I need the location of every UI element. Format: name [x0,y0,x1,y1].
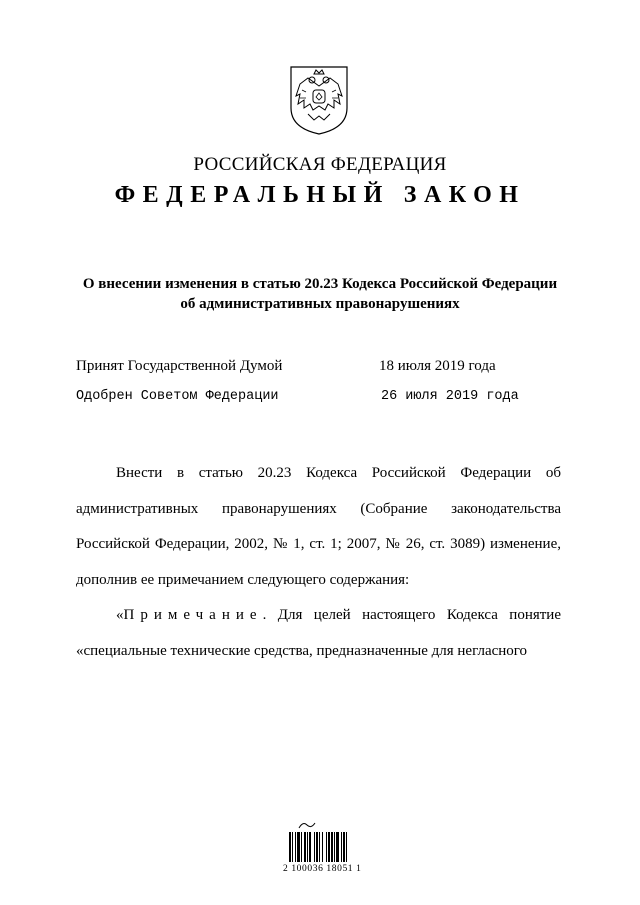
quote-open: « [116,607,124,623]
council-approval-label: Одобрен Советом Федерации [76,389,279,404]
note-text: . Для целей настоящего Кодекса понятие «специальные технические средства, предназначенные для негласного [76,607,561,659]
document-type-word-2: ЗАКОН [403,182,526,208]
duma-adoption-date: 18 июля 2019 года [379,358,496,374]
barcode-number: 2 100036 18051 1 [283,864,362,874]
body-paragraph-2 [76,598,561,669]
law-title [60,274,580,314]
document-type-word-1: ФЕДЕРАЛЬНЫЙ [114,182,390,208]
country-name: РОССИЙСКАЯ ФЕДЕРАЦИЯ [193,154,447,175]
duma-adoption-label: Принят Государственной Думой [76,358,283,374]
document-type-heading [0,182,640,209]
note-heading: Примечание [123,607,263,623]
russian-coat-of-arms-icon [288,64,350,136]
law-body [76,456,561,669]
barcode [283,820,383,880]
law-title-line-1: О внесении изменения в статью 20.23 Кодекса Российской Федерации [82,276,558,292]
council-approval-date: 26 июля 2019 года [381,389,519,404]
law-title-line-2: об административных правонарушениях [180,296,460,312]
stamp-mark-icon [297,820,317,830]
body-paragraph-1: Внести в статью 20.23 Кодекса Российской Федерации об административных правонарушениях (Собрание законодательства Российской Федерации, 2002, № 1, ст. 1; 2007, № 26, ст. 3089) изменение, дополнив ее примечанием следующего содержания: [76,465,561,588]
barcode-bars [289,832,375,862]
